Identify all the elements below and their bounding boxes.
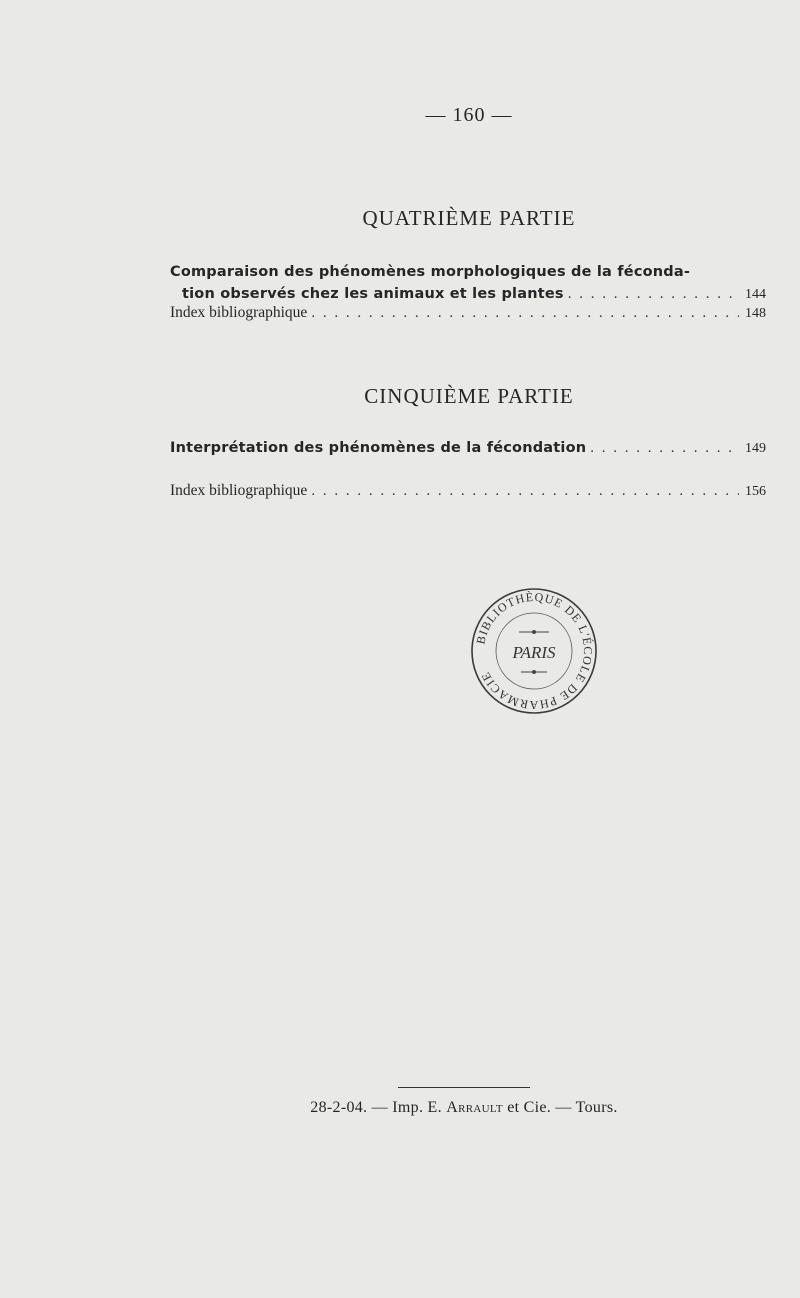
printer-imprint (0, 1099, 800, 1117)
toc-entry-comparison-line1: Comparaison des phénomènes morphologiques de la féconda- (170, 264, 691, 280)
part-four-heading: QUATRIÈME PARTIE (362, 206, 576, 230)
toc-entry-index-1 (170, 304, 766, 326)
leader-dots (311, 305, 739, 322)
library-stamp (469, 586, 599, 716)
part-five-heading: CINQUIÈME PARTIE (364, 384, 574, 408)
leader-dots (311, 483, 739, 500)
toc-entry-title: tion observés chez les animaux et les plantes (182, 286, 564, 302)
toc-entry-title: Index bibliographique (170, 304, 308, 321)
stamp-ring-text: BIBLIOTHÈQUE DE L'ÉCOLE DE PHARMACIE (473, 589, 596, 713)
leader-dots (568, 286, 739, 303)
imprint-printer: Arrault (446, 1099, 503, 1116)
leader-dots (590, 440, 739, 457)
imprint-date: 28-2-04. (310, 1099, 368, 1116)
stamp-center-text: PARIS (512, 643, 556, 662)
toc-entry-index-2 (170, 482, 766, 504)
imprint-rest: et Cie. — Tours. (507, 1099, 618, 1116)
imprint-sep: — Imp. E. (371, 1099, 442, 1116)
imprint-rule (398, 1087, 530, 1088)
toc-entry-title: Index bibliographique (170, 482, 308, 499)
page-number: — 160 — (425, 104, 513, 126)
toc-page-number: 144 (745, 287, 766, 302)
toc-page-number: 149 (745, 441, 766, 456)
toc-page-number: 148 (745, 306, 766, 321)
toc-page-number: 156 (745, 484, 766, 499)
toc-entry-title: Interprétation des phénomènes de la fécondation (170, 440, 587, 456)
toc-entry-interpretation (170, 440, 766, 462)
